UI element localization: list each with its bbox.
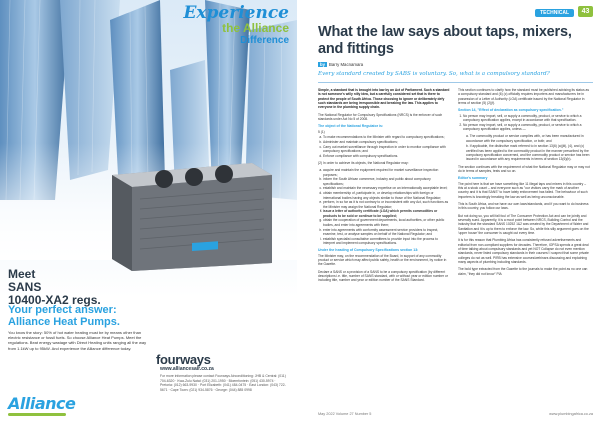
- headline-line-2: SANS: [8, 280, 42, 294]
- paragraph: This section continues to clarify how the standard must be published advising its status as a compulsory standard and (6) (c) officially requires importers and manufacturers be in possession of a Letter of Authority (LOA) certificate issued by the National Regulator in terms of section (5) (2)(f).: [458, 88, 590, 106]
- section-tag: TECHNICAL: [535, 9, 574, 17]
- list-item: c. establish and maintain the necessary expertise on an internationally acceptable level;: [323, 186, 450, 190]
- advert-answer: [8, 304, 120, 328]
- list-item: a. To make recommendations to the Minister with regard to compulsory specifications;: [323, 135, 450, 139]
- list-item: b. inform the South African commerce, industry and public about compulsory specifications;: [323, 177, 450, 186]
- fourways-logo: fourways: [156, 352, 211, 367]
- list-item: e. perform, in so far as it is not contrary to or inconsistent with any Act, such functions as the Minister may assign the National Regulator;: [323, 200, 450, 209]
- powers-list: [318, 168, 450, 245]
- advert-body-text: You know the story: 50% of hot water heating must be by means other than electric resistance or fossil fuels. So choose Alliance Heat Pumps. Meet the regulations. Beat energy wastage with Direct Heating units ranging all the way from 1.1kW up to 95kW. And experience the Alliance difference today.: [8, 330, 147, 351]
- alliance-logo: Alliance: [8, 394, 76, 413]
- paragraph: The point here is that we have something like 11 illegal taps and mixers in this country – this at a stock count – and everyone such as "our visitors carry the mark of another country and it is that SANS" to have lately enforcement has failed. The behaviour of such importers is knowingly breaking the law as well as being unconscionable.: [458, 181, 588, 199]
- list-item: g. obtain the cooperation of government departments, local authorities, or other public bodies, and enter into agreements with them;: [323, 218, 450, 227]
- issue-info: May 2022 Volume 27 Number 5: [318, 412, 372, 416]
- tagline-alliance: the Alliance: [222, 21, 289, 35]
- subheading: Section 14, "Effect of declaration as compulsory specification.": [458, 108, 564, 113]
- byline: [318, 62, 363, 67]
- tagline-experience: Experience: [183, 3, 289, 23]
- headline-line-3: 10400-XA2 regs.: [8, 293, 101, 307]
- list-item: f. issue a letter of authority certificate (LOA) which permits commodities or products to be sold or continue to be supplied;: [323, 209, 450, 218]
- subheading: The object of the National Regulator is:: [318, 124, 384, 129]
- paragraph: 5 (1): [318, 129, 325, 134]
- list-item: d. Enforce compliance with compulsory specifications.: [323, 154, 450, 158]
- dealer-contacts: For more information please contact Fourways Airconditioning: JHB & Central: (011) 704-6320 · Kwa-Zulu Natal: (031) 201-1950 · Bloemfontein: (051) 430-5974 · Pretoria: (012) 663-9930 · Port Elizabeth: (041) 484-0475 · East London: (043) 722-5671 · Cape Town: (021) 934-5876 · George: (044) 885 0998: [160, 374, 286, 392]
- list-item: a. acquire and maintain the equipment required for market surveillance inspection purposes;: [323, 168, 450, 177]
- tagline-difference: Difference: [240, 35, 289, 46]
- list-item: b. Administer and maintain compulsory specifications;: [323, 140, 450, 144]
- page-number: 43: [578, 6, 593, 17]
- paragraph: (2) In order to achieve its objects, the National Regulator may:: [318, 160, 409, 165]
- list-item: h. enter into agreements with conformity assessment service providers to inspect, examine, test, or analyse samples on behalf of the National Regulator; and: [323, 228, 450, 237]
- advert-tagline: [183, 4, 289, 46]
- paragraph: The section continues with the requirement of what the National Regulator may or may not do in terms of samples, tests and so on.: [458, 164, 590, 173]
- article-column-left: [318, 88, 450, 286]
- divider: [318, 82, 593, 83]
- list-item: 1. No person may import, sell, or supply a commodity, product, or service to which a compulsory specification applies, except in accordance with that specification.: [463, 114, 590, 123]
- list-item: 2. No person may import, sell, or supply a commodity, product, or service to which a compulsory specification applies, unless —: [463, 123, 590, 132]
- paragraph: The National Regulator for Compulsory Specifications (NRCS) is the enforcer of such standards under Act No 5 of 2008.: [318, 112, 443, 122]
- list-item: i. establish specialist consultative committees to provide input into the process to interpret and implement compulsory specifications.: [323, 237, 450, 246]
- byline-label: by: [320, 62, 326, 67]
- answer-line-2: Alliance Heat Pumps.: [8, 316, 120, 328]
- subheading: Under the heading of Compulsory Specifications section 13:: [318, 248, 419, 253]
- dealer-website-link[interactable]: www.alliancesair.co.za: [160, 366, 214, 372]
- page-footer: [318, 412, 593, 416]
- paragraph: It is for this reason that Plumbing Africa has consistently refused advertisements and editorial from non-compliant suppliers for decades. Therefore, IOPSA spends a great deal of time talking about compulsory standards and yet NOT Collapse do not even mention standards, never listed compulsory standards in their courses! I suspect that some private colleges do not as well. PIRB has extensive courses/webinars discussing and explaining many aspects of plumbing including standards.: [458, 238, 589, 265]
- paragraph: The bold type extracted from the Gazette to the journals to make the point as no one can claim, "they did not know" PIA: [458, 267, 588, 276]
- advert-headline: [8, 268, 101, 307]
- article-title: What the law says about taps, mixers, and fittings: [318, 24, 572, 57]
- list-item: c. Carry out market surveillance through inspection in order to monitor compliance with compulsory specifications; and: [323, 145, 450, 154]
- headline-line-1: Meet: [8, 267, 36, 281]
- heat-pump-unit-image: [92, 155, 280, 273]
- section-14-list: [458, 114, 590, 132]
- standfirst: Every standard created by SABS is voluntary. So, what is a compulsory standard?: [318, 71, 550, 77]
- paragraph: But not doing so, you will fall foul of The Consumer Protection Act and can be jointly and severally sued. Apparently, it is a moot point between NRCS, Building Control and the industry that the standard SANS 10252 1&2 was created by the Department of Water and Sanitation and it is up to them to enforce the law. So, while this silly argument goes on the 'upper house' the consumer is caught out every time.: [458, 213, 589, 236]
- sub-item: a. The commodity product or service complies with, or has been manufactured in accordance with the compulsory specification, or both; and: [466, 134, 584, 143]
- answer-line-1: Your perfect answer:: [8, 304, 117, 316]
- heat-pump-advert: [0, 0, 297, 424]
- alliance-logo-swoosh: [8, 413, 66, 416]
- sub-item: b. If applicable, the distinctive mark referred to in section 13(6) (a)(iii), (4), and (c) certified has been applied to the commodity product in the manner prescribed by the compulsory specification concerned, and the commodity product or service has been issued in accordance with any requirements in terms of section 13(6)(b).: [466, 144, 590, 162]
- author-name: Barry Macnamara: [329, 62, 364, 67]
- list-item: d. obtain membership of, participate in, or develop relationships with foreign or international bodies having any objects similar to those of the National Regulator;: [323, 191, 450, 200]
- paragraph: The Minister may, on the recommendation of the Board, in support of any commodity product or service which may affect public safety, health or the environment, by notice in the Gazette.: [318, 253, 447, 267]
- paragraph: Declare a SANS or a provision of a SANS to be a compulsory specification (by different descriptions i.e. title, number of SANS standard, with or without year or edition number or including title, number and year or edition number of the SANS Standard.: [318, 269, 448, 283]
- article-page: [303, 0, 600, 424]
- website-link[interactable]: www.plumbingafrica.co.za: [549, 412, 593, 416]
- lead-paragraph: Simple, a standard that is brought into law by an Act of Parliament. Such a standard is not someone's willy nilly idea, but a carefully considered set that is there to protect the people of South Africa. Those choosing to ignore or deliberately defy such standards are being irresponsible and breaking the law. This applies to everyone in the plumbing supply chain.: [318, 88, 450, 110]
- paragraph: This is South Africa, and we have our own laws/standards, and if you want to do business in this country, you follow our laws.: [458, 201, 589, 211]
- objects-list: [318, 135, 450, 158]
- subheading: Editor's summary: [458, 176, 488, 181]
- article-column-right: [458, 88, 590, 279]
